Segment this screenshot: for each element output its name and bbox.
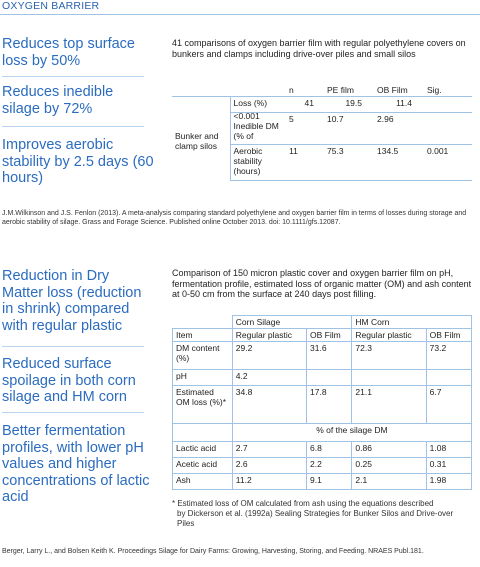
- cell: 11.2: [232, 474, 306, 490]
- claim-divider: [2, 346, 144, 347]
- study1-citation: J.M.Wilkinson and J.S. Fenlon (2013). A meta-analysis comparing standard polyethylene and oxygen barrier film in terms of losses during storage and aerobic stability of silage. Grass and Forage Science. Published online October 2013. doi: 10.1111/gfs.12087.: [2, 210, 467, 226]
- claim-divider: [2, 126, 144, 127]
- cell-pe: 19.5: [324, 97, 374, 113]
- table-row: [173, 458, 472, 474]
- cell: 1.98: [426, 474, 471, 490]
- empty-cell: [173, 316, 233, 329]
- table-header-row: [173, 329, 472, 342]
- footnote-line: by Dickerson et al. (1992a) Sealing Strategies for Bunker Silos and Drive-over Piles: [177, 509, 454, 528]
- header-ob-film: OB Film: [307, 329, 352, 342]
- cell: 2.7: [232, 442, 306, 458]
- cell: [307, 370, 352, 386]
- row-label: Acetic acid: [173, 458, 233, 474]
- footnote-line: * Estimated loss of OM calculated from ash using the equations described: [172, 499, 434, 508]
- metric-label: Loss (%): [230, 97, 286, 113]
- table-row: [173, 370, 472, 386]
- cell-sig: 0.001: [424, 145, 472, 181]
- header-pe-film: PE film: [324, 84, 374, 97]
- header-regular-plastic: Regular plastic: [352, 329, 426, 342]
- empty-cell: [230, 84, 286, 97]
- study2-footnote: [172, 499, 472, 529]
- claim-inedible-silage: Reduces inedible silage by 72%: [2, 84, 114, 117]
- row-label: Lactic acid: [173, 442, 233, 458]
- empty-cell: [173, 424, 233, 442]
- cell: 2.6: [232, 458, 306, 474]
- cell: 21.1: [352, 386, 426, 424]
- header-ob-film: OB Film: [426, 329, 471, 342]
- empty-cell: [172, 84, 230, 97]
- claim-divider: [2, 412, 144, 413]
- table-row: [173, 342, 472, 370]
- page-header-title: OXYGEN BARRIER: [2, 0, 100, 12]
- cell-pe: 10.7: [324, 113, 374, 145]
- cell: 9.1: [307, 474, 352, 490]
- cell: 17.8: [307, 386, 352, 424]
- study2-table: [172, 315, 472, 490]
- row-label: Ash: [173, 474, 233, 490]
- cell: 2.1: [352, 474, 426, 490]
- table-row: [173, 474, 472, 490]
- cell-ob: 134.5: [374, 145, 424, 181]
- group-hm-corn: HM Corn: [352, 316, 472, 329]
- cell-ob: 2.96: [374, 113, 424, 145]
- cell: 1.08: [426, 442, 471, 458]
- cell-n: 11: [286, 145, 324, 181]
- row-label: DM content (%): [173, 342, 233, 370]
- claim-top-surface-loss: Reduces top surface loss by 50%: [2, 36, 135, 69]
- table-group-header-row: [173, 316, 472, 329]
- metric-label-text: Inedible DM (% of: [233, 121, 279, 141]
- study2-intro: Comparison of 150 micron plastic cover and oxygen barrier film on pH, fermentation profile, estimated loss of organic matter (OM) and ash content at 0-50 cm from the surface at 240 days post filling.: [172, 268, 472, 299]
- claim-surface-spoilage: Reduced surface spoilage in both corn silage and HM corn: [2, 356, 136, 405]
- cell: 31.6: [307, 342, 352, 370]
- table-header-row: [172, 84, 472, 97]
- study1-table: [172, 84, 472, 181]
- claim-aerobic-stability: Improves aerobic stability by 2.5 days (60 hours): [2, 137, 154, 186]
- row-label: pH: [173, 370, 233, 386]
- cell: 72.3: [352, 342, 426, 370]
- table-row: [172, 97, 472, 113]
- cell: 6.7: [426, 386, 471, 424]
- header-n: n: [286, 84, 324, 97]
- sig-value: <0.001: [233, 111, 260, 121]
- header-divider: [0, 14, 480, 15]
- header-ob-film: OB Film: [374, 84, 424, 97]
- subheader: % of the silage DM: [232, 424, 471, 442]
- cell-n: 41: [286, 97, 324, 113]
- study2-citation: Berger, Larry L., and Bolsen Keith K. Proceedings Silage for Dairy Farms: Growing, Harvesting, Storing, and Feeding. NRAES Publ.181.: [2, 548, 424, 555]
- cell: 4.2: [232, 370, 306, 386]
- header-sig: Sig.: [424, 84, 472, 97]
- cell-sig: [424, 97, 472, 113]
- claim-dry-matter-loss: Reduction in Dry Matter loss (reduction in shrink) compared with regular plastic: [2, 268, 142, 334]
- cell-ob: 11.4: [374, 97, 424, 113]
- cell: 0.31: [426, 458, 471, 474]
- group-corn-silage: Corn Silage: [232, 316, 352, 329]
- cell-pe: 75.3: [324, 145, 374, 181]
- header-regular-plastic: Regular plastic: [232, 329, 306, 342]
- cell: [352, 370, 426, 386]
- cell: 0.86: [352, 442, 426, 458]
- table-subheader-row: [173, 424, 472, 442]
- cell-sig: [424, 113, 472, 145]
- cell: [426, 370, 471, 386]
- claim-fermentation-profiles: Better fermentation profiles, with lower pH values and higher concentrations of lactic acid: [2, 423, 150, 505]
- table-row: [173, 442, 472, 458]
- cell: 29.2: [232, 342, 306, 370]
- table-row: [173, 386, 472, 424]
- group-label: Bunker and clamp silos: [175, 131, 219, 152]
- study1-intro: 41 comparisons of oxygen barrier film with regular polyethylene covers on bunkers and clamps including drive-over piles and small silos: [172, 38, 466, 59]
- cell: 34.8: [232, 386, 306, 424]
- cell: 6.8: [307, 442, 352, 458]
- cell-n: 5: [286, 113, 324, 145]
- metric-label: Aerobic stability (hours): [230, 145, 286, 181]
- header-item: Item: [173, 329, 233, 342]
- cell: 73.2: [426, 342, 471, 370]
- claim-divider: [2, 76, 144, 77]
- row-label: Estimated OM loss (%)*: [173, 386, 233, 424]
- metric-label: [230, 113, 286, 145]
- cell: 2.2: [307, 458, 352, 474]
- cell: 0.25: [352, 458, 426, 474]
